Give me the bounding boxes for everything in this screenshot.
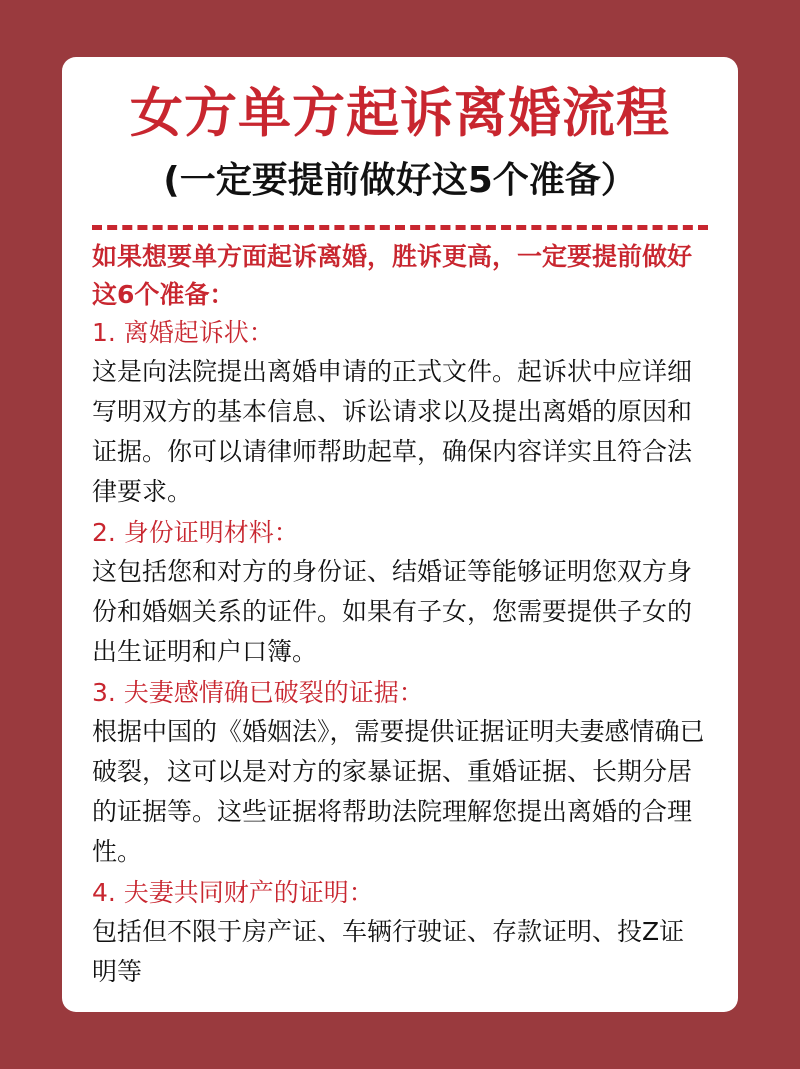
section-3 — [92, 674, 708, 872]
section-body: 这包括您和对方的身份证、结婚证等能够证明您双方身份和婚姻关系的证件。如果有子女，您需要提供子女的出生证明和户口簿。 — [92, 557, 693, 666]
section-heading: 3. 夫妻感情确已破裂的证据： — [92, 678, 424, 707]
dashed-divider — [92, 225, 708, 230]
section-1 — [92, 314, 708, 512]
page-title: 女方单方起诉离婚流程 — [130, 83, 670, 144]
section-body: 这是向法院提出离婚申请的正式文件。起诉状中应详细写明双方的基本信息、诉讼请求以及提出离婚的原因和证据。你可以请律师帮助起草，确保内容详实且符合法律要求。 — [92, 357, 693, 506]
section-2 — [92, 514, 708, 672]
content-card — [62, 57, 738, 1012]
section-body: 包括但不限于房产证、车辆行驶证、存款证明、投Z证明等 — [92, 917, 685, 986]
section-heading: 4. 夫妻共同财产的证明： — [92, 878, 374, 907]
page-subtitle: (一定要提前做好这5个准备） — [163, 160, 637, 201]
section-heading: 1. 离婚起诉状： — [92, 318, 274, 347]
section-heading: 2. 身份证明材料： — [92, 518, 299, 547]
section-4 — [92, 874, 708, 992]
intro-text: 如果想要单方面起诉离婚，胜诉更高，一定要提前做好这6个准备： — [92, 242, 693, 309]
section-body: 根据中国的《婚姻法》，需要提供证据证明夫妻感情确已破裂，这可以是对方的家暴证据、重婚证据、长期分居的证据等。这些证据将帮助法院理解您提出离婚的合理性。 — [92, 717, 705, 866]
